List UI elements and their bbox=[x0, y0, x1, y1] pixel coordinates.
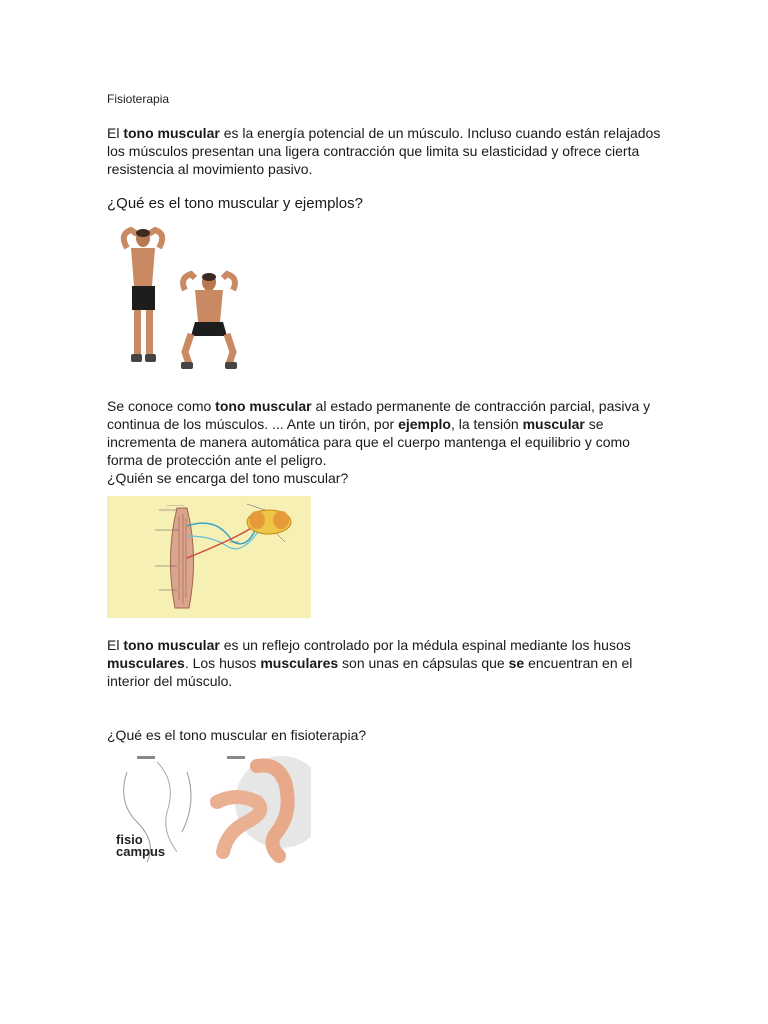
para2-bold-1: tono muscular bbox=[215, 398, 312, 414]
para2-bold-3: muscular bbox=[522, 416, 585, 432]
standing-man-figure bbox=[124, 229, 162, 362]
para2-text-2: al estado permanente de contracción parcial, pasiva y continua de los músculos. ... Ante un tirón, por bbox=[107, 398, 651, 432]
para3-bold-3: musculares bbox=[260, 655, 339, 671]
para3-text-5: encuentran en el interior del músculo. bbox=[107, 655, 633, 689]
fisio-campus-logo bbox=[116, 834, 186, 858]
para3-bold-4: se bbox=[508, 655, 525, 671]
spindle-paragraph bbox=[107, 636, 667, 690]
para2-text-3: , la tensión bbox=[450, 416, 523, 432]
para3-text-1: El bbox=[107, 637, 124, 653]
para3-text-4: son unas en cápsulas que bbox=[338, 655, 509, 671]
para2-text-1: Se conoce como bbox=[107, 398, 216, 414]
explanation-paragraph bbox=[107, 397, 667, 469]
squatting-man-figure bbox=[181, 273, 237, 369]
exercise-figure bbox=[107, 224, 247, 376]
question-3-heading: ¿Qué es el tono muscular en fisioterapia? bbox=[107, 727, 367, 743]
para3-text-3: . Los husos bbox=[184, 655, 261, 671]
intro-paragraph bbox=[107, 124, 667, 178]
intro-bold-1: tono muscular bbox=[123, 125, 220, 141]
para3-text-2: es un reflejo controlado por la médula espinal mediante los husos bbox=[219, 637, 631, 653]
intro-text-1: El bbox=[107, 125, 124, 141]
para2-text-4: se incrementa de manera automática para que el cuerpo mantenga el equilibrio y como forma de protección ante el peligro. bbox=[107, 416, 630, 468]
para3-bold-1: tono muscular bbox=[123, 637, 220, 653]
question-1-heading: ¿Qué es el tono muscular y ejemplos? bbox=[107, 195, 363, 212]
para3-bold-2: musculares bbox=[107, 655, 185, 671]
svg-text:—————: ————— bbox=[167, 503, 185, 507]
muscle-reflex-diagram bbox=[107, 496, 311, 618]
logo-text: fisio campus bbox=[116, 832, 166, 859]
para2-bold-2: ejemplo bbox=[398, 416, 451, 432]
question-2-heading: ¿Quién se encarga del tono muscular? bbox=[107, 470, 349, 486]
page-title: Fisioterapia bbox=[107, 92, 170, 106]
intro-text-2: es la energía potencial de un músculo. Incluso cuando están relajados los músculos presentan una ligera contracción que limita su elasticidad y ofrece cierta resistencia al movimiento pasivo. bbox=[107, 125, 661, 177]
